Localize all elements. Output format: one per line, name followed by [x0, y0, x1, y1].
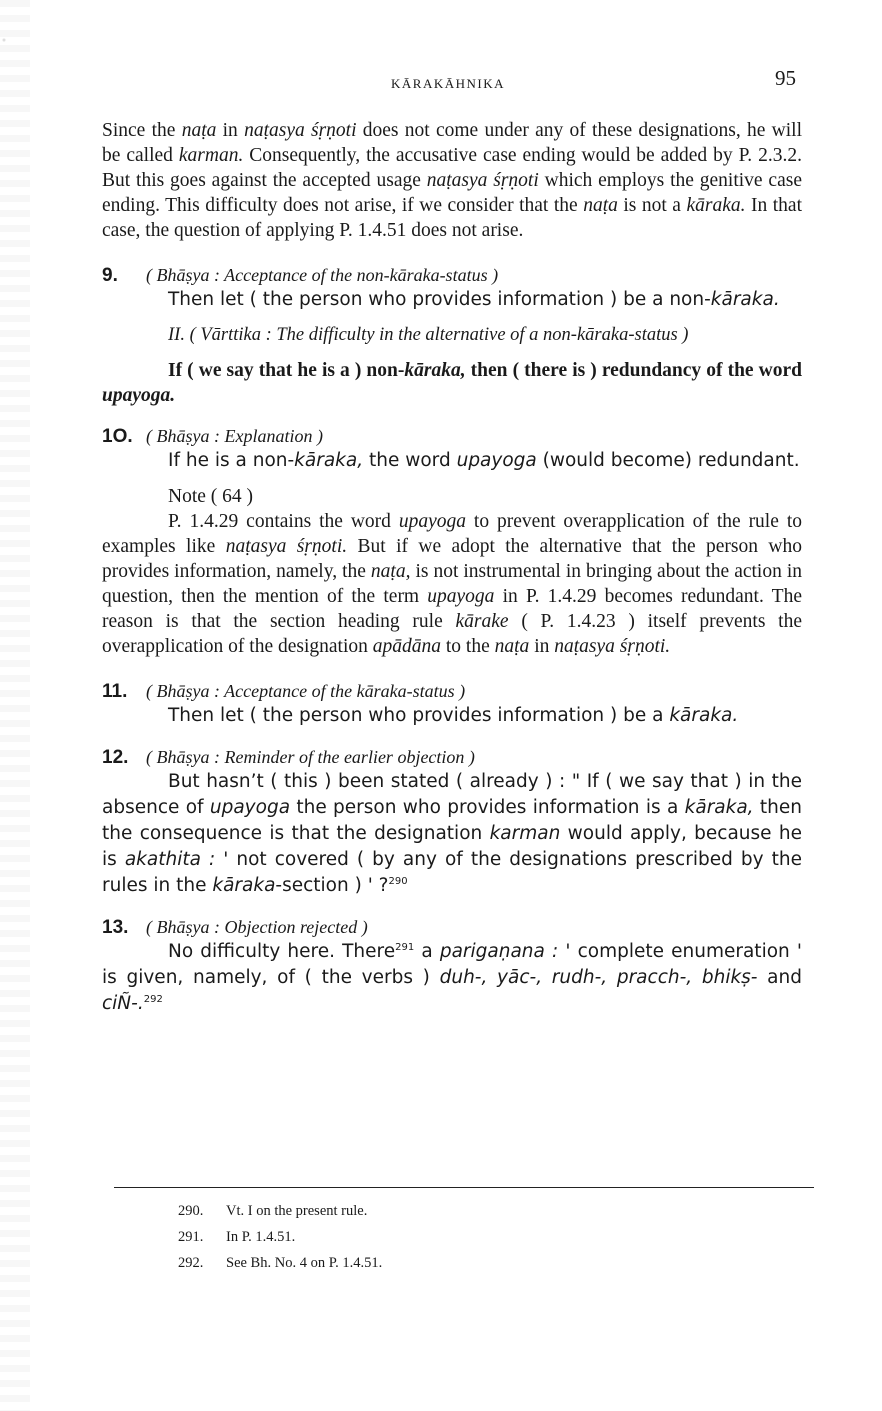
footnote: 292. See Bh. No. 4 on P. 1.4.51. [178, 1255, 383, 1271]
footnote: 290. Vt. I on the present rule. [178, 1203, 368, 1219]
footnote: 291. In P. 1.4.51. [178, 1229, 296, 1245]
section-13-heading [102, 917, 802, 939]
running-head: KĀRAKĀHNIKA [391, 76, 505, 91]
section-title: ( Bhāṣya : Acceptance of the kāraka-status ) [146, 681, 466, 701]
section-title: ( Bhāṣya : Objection rejected ) [146, 917, 368, 937]
section-12-heading [102, 747, 802, 769]
section-9-text: Then let ( the person who provides information ) be a non-kāraka. [168, 289, 780, 310]
note-label: Note ( 64 ) [168, 486, 254, 507]
footnote-ref: 292 [143, 993, 163, 1005]
section-12-text: But hasn’t ( this ) been stated ( already ) : " If ( we say that ) in the absence of upayoga the person who provides information is a kāraka, then the consequence is that the designation karman would apply, because he is akathita : ' not covered ( by any of the designations prescribed by the rules in the kāraka-section ) ' ?$^{290}$ [102, 771, 802, 896]
section-9-heading [102, 265, 802, 287]
footnote-ref: 290 [388, 875, 408, 887]
page-header [100, 62, 796, 92]
section-10-heading [102, 426, 802, 448]
section-number: 9. [102, 265, 118, 286]
section-10-text: If he is a non-kāraka, the word upayoga (would become) redundant. [168, 450, 800, 471]
varttika-ii-text: If ( we say that he is a ) non-kāraka, then ( there is ) redundancy of the word upayoga. [102, 360, 802, 406]
page-body [102, 118, 802, 1017]
section-title: ( Bhāṣya : Explanation ) [146, 426, 323, 446]
page-number: 95 [775, 66, 796, 90]
section-number: 11. [102, 681, 128, 702]
section-title: ( Bhāṣya : Acceptance of the non-kāraka-status ) [146, 265, 499, 285]
section-11-heading [102, 681, 802, 703]
footnote-divider [114, 1187, 814, 1188]
scanned-page-edge [0, 0, 30, 1411]
footnotes [178, 1198, 678, 1276]
section-number: 13. [102, 917, 129, 938]
section-number: 1O. [102, 426, 133, 447]
section-13-text: No difficulty here. There$^{291}$ a parigaṇana : ' complete enumeration ' is given, namely, of ( the verbs ) duh-, yāc-, rudh-, pracch-, bhikṣ- and ciÑ-.$^{292}$ [102, 941, 802, 1014]
footnote-ref: 291 [395, 941, 415, 953]
section-title: ( Bhāṣya : Reminder of the earlier objection ) [146, 747, 475, 767]
section-11-text: Then let ( the person who provides information ) be a kāraka. [168, 705, 739, 726]
section-number: 12. [102, 747, 129, 768]
note-text: P. 1.4.29 contains the word upayoga to prevent overapplication of the rule to examples like naṭasya śṛṇoti. But if we adopt the alternative that the person who provides information, namely, the naṭa, is not instrumental in bringing about the action in question, then the mention of the term upayoga in P. 1.4.29 becomes redundant. The reason is that the section heading rule kārake ( P. 1.4.23 ) itself prevents the overapplication of the designation apādāna to the naṭa in naṭasya śṛṇoti. [102, 511, 802, 657]
intro-paragraph: Since the naṭa in naṭasya śṛṇoti does not come under any of these designations, he will be called karman. Consequently, the accusative case ending would be added by P. 2.3.2. But this goes against the accepted usage naṭasya śṛṇoti which employs the genitive case ending. This difficulty does not arise, if we consider that the naṭa is not a kāraka. In that case, the question of applying P. 1.4.51 does not arise. [102, 120, 803, 241]
varttika-ii-heading: II. ( Vārttika : The difficulty in the alternative of a non-kāraka-status ) [168, 325, 689, 345]
